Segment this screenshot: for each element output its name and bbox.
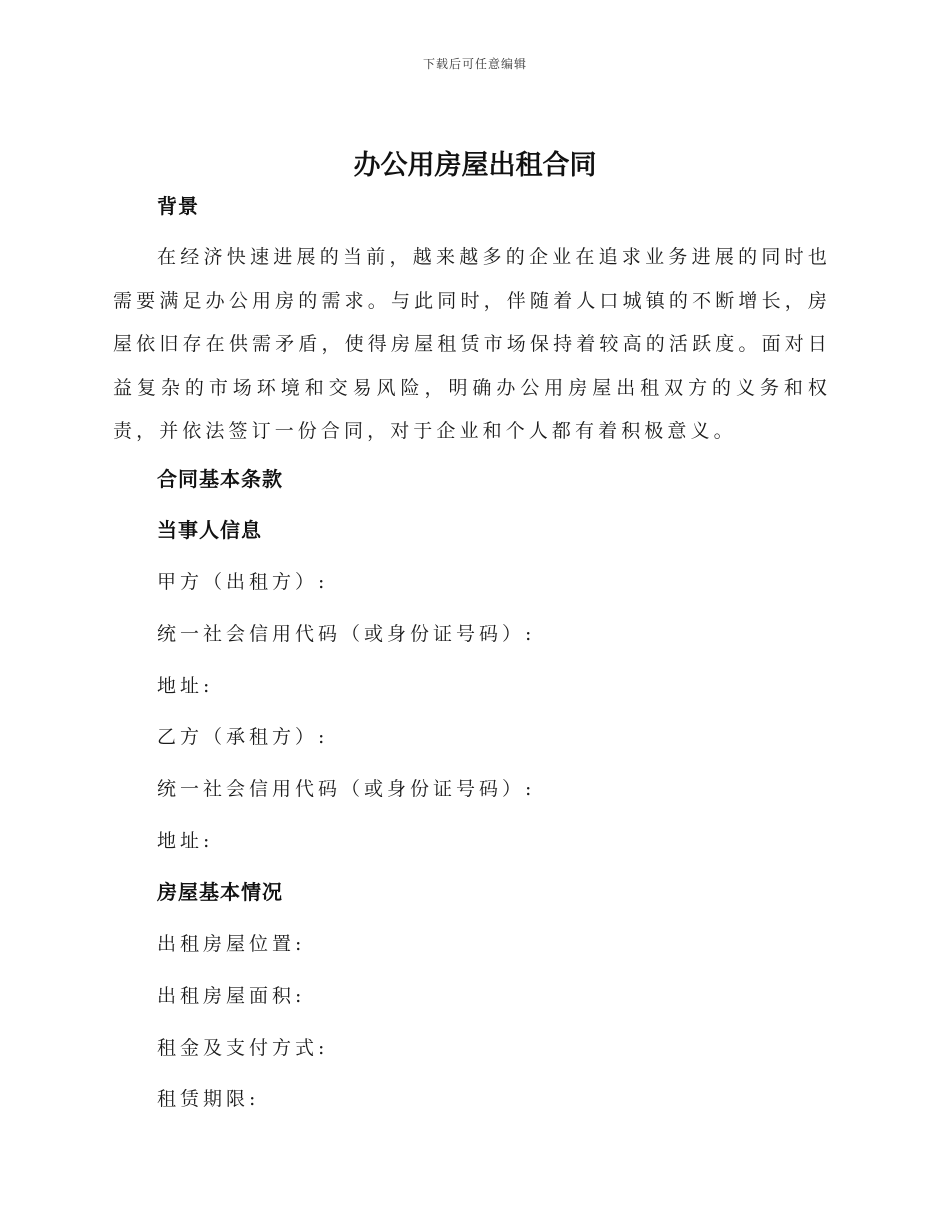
- field-house-area: 出租房屋面积:: [157, 985, 306, 1007]
- section-heading-background: 背景: [157, 194, 199, 218]
- field-rent-payment: 租金及支付方式:: [157, 1037, 329, 1059]
- field-party-b-address: 地址:: [157, 830, 214, 852]
- background-paragraph: 在经济快速进展的当前，越来越多的企业在追求业务进展的同时也需要满足办公用房的需求。与此同时，伴随着人口城镇的不断增长，房屋依旧存在供需矛盾，使得房屋租赁市场保持着较高的活跃度。面对日益复杂的市场环境和交易风险，明确办公用房屋出租双方的义务和权责，并依法签订一份合同，对于企业和个人都有着积极意义。: [113, 246, 831, 442]
- header-note: 下载后可任意编辑: [422, 57, 527, 71]
- section-heading-basic-terms: 合同基本条款: [157, 467, 283, 491]
- field-party-b-code: 统一社会信用代码（或身份证号码）:: [157, 778, 536, 800]
- field-party-a-code: 统一社会信用代码（或身份证号码）:: [157, 623, 536, 645]
- section-heading-house: 房屋基本情况: [157, 880, 283, 904]
- section-heading-parties: 当事人信息: [157, 518, 262, 542]
- field-party-a-address: 地址:: [157, 675, 214, 697]
- field-party-b: 乙方（承租方）:: [157, 726, 329, 748]
- document-title: 办公用房屋出租合同: [353, 150, 597, 181]
- field-lease-term: 租赁期限:: [157, 1088, 260, 1110]
- field-party-a: 甲方（出租方）:: [157, 571, 329, 593]
- field-house-location: 出租房屋位置:: [157, 933, 306, 955]
